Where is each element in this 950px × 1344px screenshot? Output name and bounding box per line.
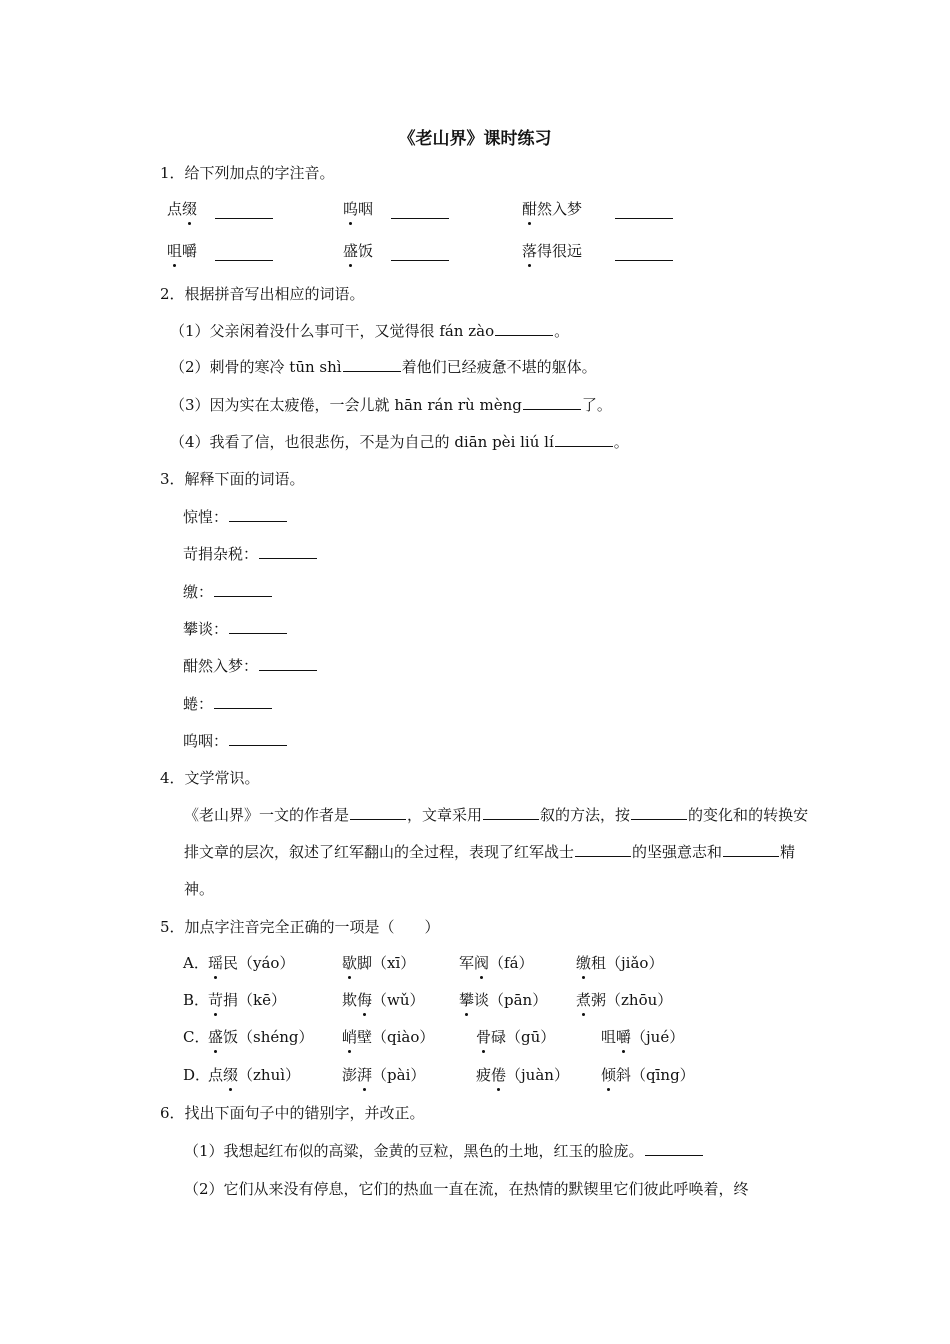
answer-blank[interactable] [229, 506, 287, 522]
q5-option-item: 瑶民（yáo） [208, 954, 295, 972]
q2-item: （2）刺骨的寒冷 tūn shì 着他们已经疲惫不堪的躯体。 [170, 358, 597, 376]
q3-item: 苛捐杂税： [183, 543, 318, 565]
answer-blank[interactable] [483, 804, 539, 820]
q1-answer-blank[interactable] [615, 217, 673, 219]
q1-item: 呜咽 [343, 200, 374, 218]
answer-blank[interactable] [259, 543, 317, 559]
answer-blank[interactable] [229, 618, 287, 634]
q3-item: 蜷： [183, 693, 273, 715]
q1-answer-blank[interactable] [215, 259, 273, 261]
q5-option-item: 军阀（fá） [459, 954, 534, 972]
q5-option-label: D． [183, 1066, 211, 1084]
answer-blank[interactable] [723, 841, 779, 857]
q3-heading: 3．解释下面的词语。 [160, 470, 305, 488]
q2-item: （4）我看了信，也很悲伤，不是为自己的 diān pèi liú lí 。 [170, 433, 629, 451]
q5-option-label: A． [183, 954, 209, 972]
q1-answer-blank[interactable] [215, 217, 273, 219]
answer-blank[interactable] [555, 431, 613, 447]
q5-option-item: 欺侮（wǔ） [342, 991, 425, 1009]
q1-answer-blank[interactable] [615, 259, 673, 261]
answer-blank[interactable] [575, 841, 631, 857]
q5-option-item: 歇脚（xī） [342, 954, 416, 972]
q6-item: （2）它们从来没有停息，它们的热血一直在流，在热情的默锲里它们彼此呼唤着，终 [184, 1180, 749, 1198]
answer-blank[interactable] [259, 655, 317, 671]
q5-option-label: C． [183, 1028, 210, 1046]
q5-heading: 5．加点字注音完全正确的一项是（ ） [160, 918, 440, 936]
q1-item: 盛饭 [343, 242, 374, 260]
q1-answer-blank[interactable] [391, 217, 449, 219]
q6-item: （1）我想起红布似的高粱，金黄的豆粒，黑色的土地，红玉的脸庞。 [184, 1140, 704, 1162]
answer-blank[interactable] [495, 320, 553, 336]
q5-option-item: 攀谈（pān） [459, 991, 548, 1009]
q6-heading: 6．找出下面句子中的错别字，并改正。 [160, 1104, 425, 1122]
q5-option-item: 澎湃（pài） [342, 1066, 426, 1084]
q2-item: （1）父亲闲着没什么事可干，又觉得很 fán zào 。 [170, 322, 570, 340]
q1-heading: 1．给下列加点的字注音。 [160, 164, 335, 182]
q5-option-item: 倾斜（qīng） [601, 1066, 695, 1084]
q5-option-item: 苛捐（kē） [208, 991, 286, 1009]
q1-item: 点缀 [167, 200, 198, 218]
q1-item: 酣然入梦 [522, 200, 583, 218]
q3-item: 缴： [183, 581, 273, 603]
q2-heading: 2．根据拼音写出相应的词语。 [160, 285, 365, 303]
q5-option-item: 咀嚼（jué） [601, 1028, 685, 1046]
q3-item: 惊惶： [183, 506, 288, 528]
q4-heading: 4．文学常识。 [160, 769, 260, 787]
q3-item: 酣然入梦： [183, 655, 318, 677]
answer-blank[interactable] [343, 356, 401, 372]
q5-option-label: B． [183, 991, 210, 1009]
q5-option-item: 煮粥（zhōu） [576, 991, 673, 1009]
q3-item: 呜咽： [183, 730, 288, 752]
answer-blank[interactable] [350, 804, 406, 820]
q3-item: 攀谈： [183, 618, 288, 640]
answer-blank[interactable] [214, 693, 272, 709]
q1-answer-blank[interactable] [391, 259, 449, 261]
answer-blank[interactable] [214, 581, 272, 597]
page-title: 《老山界》课时练习 [398, 129, 552, 149]
q1-item: 咀嚼 [167, 242, 198, 260]
q5-option-item: 缴租（jiǎo） [576, 954, 664, 972]
answer-blank[interactable] [645, 1140, 703, 1156]
q5-option-item: 疲倦（juàn） [476, 1066, 569, 1084]
q5-option-item: 骨碌（gū） [476, 1028, 556, 1046]
answer-blank[interactable] [523, 394, 581, 410]
q1-item: 落得很远 [522, 242, 583, 260]
q5-option-item: 盛饭（shéng） [208, 1028, 314, 1046]
q2-item: （3）因为实在太疲倦，一会儿就 hān rán rù mèng 了。 [170, 396, 612, 414]
q5-option-item: 峭壁（qiào） [342, 1028, 435, 1046]
answer-blank[interactable] [229, 730, 287, 746]
q5-option-item: 点缀（zhuì） [208, 1066, 301, 1084]
q4-paragraph: 《老山界》一文的作者是 ，文章采用 叙的方法，按 的变化和的转换安排文章的层次，叙述了红军翻山的全过程，表现了红军战士 的坚强意志和 精神。 [184, 806, 809, 898]
answer-blank[interactable] [631, 804, 687, 820]
